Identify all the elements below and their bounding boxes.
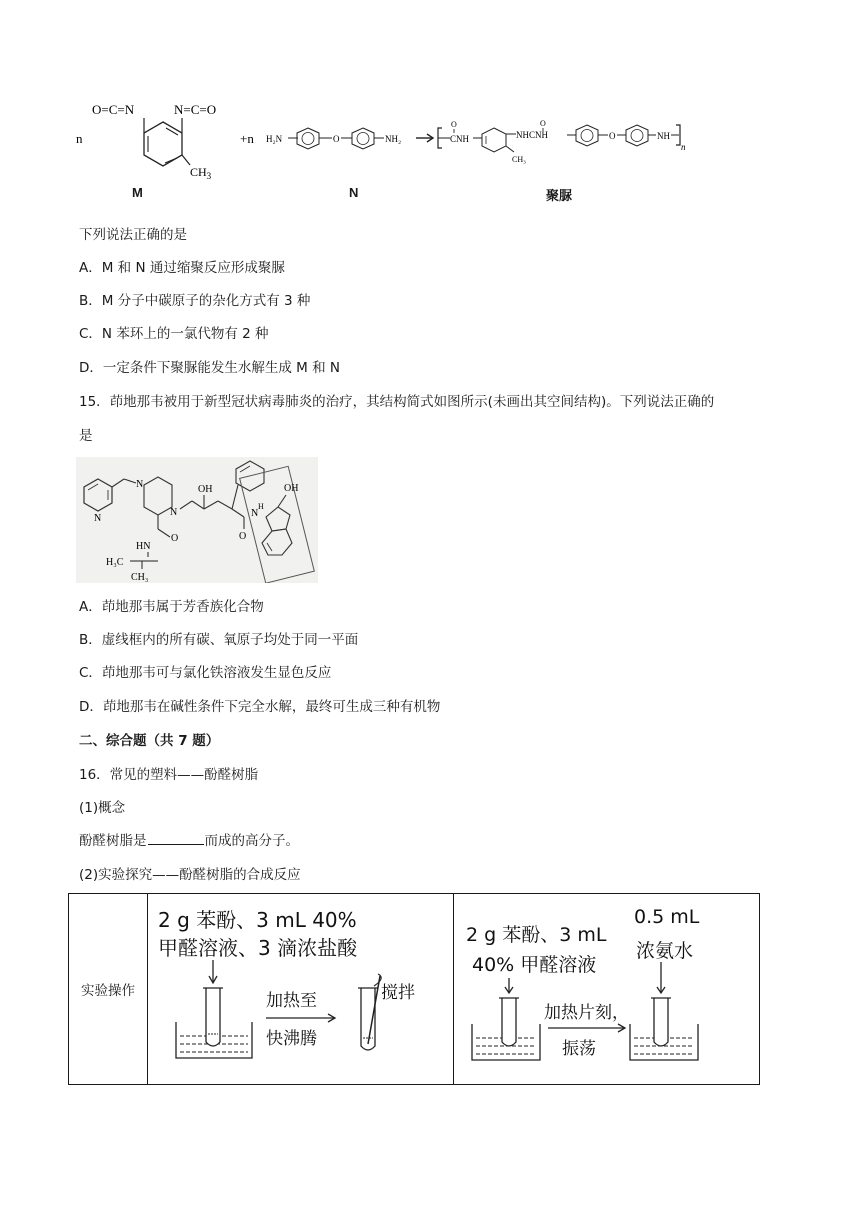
bond-chain4 xyxy=(218,501,232,509)
poly-co-o1: O xyxy=(451,120,457,129)
right-arrow-top: 加热片刻， xyxy=(544,1003,629,1023)
q15-option-d: D．茚地那韦在碱性条件下完全水解，最终可生成三种有机物 xyxy=(79,699,441,715)
q16-part1-before: 酚醛树脂是 xyxy=(79,833,147,849)
poly-nh1: CNH xyxy=(450,134,470,144)
indinavir-structure xyxy=(76,457,318,583)
bond-chain1 xyxy=(180,501,192,509)
n-left-amine: H₂N xyxy=(266,134,283,144)
q14-option-c: C．N 苯环上的一氯代物有 2 种 xyxy=(79,326,269,342)
q15-option-a: A．茚地那韦属于芳香族化合物 xyxy=(79,599,264,615)
poly-o: O xyxy=(609,131,616,141)
m-top-left: O=C=N xyxy=(92,102,135,117)
indanol-oh: OH xyxy=(284,483,299,494)
n-right-amine: NH₂ xyxy=(385,134,402,144)
right-arrow-bottom: 振荡 xyxy=(562,1039,596,1059)
q15-option-c: C．茚地那韦可与氯化铁溶液发生显色反应 xyxy=(79,665,332,681)
n-ring-2 xyxy=(352,128,374,149)
amide-o1: O xyxy=(171,533,179,544)
q15-option-b: B．虚线框内的所有碳、氧原子均处于同一平面 xyxy=(79,632,359,648)
n-ring-1 xyxy=(297,128,319,149)
q16-part1-title: (1)概念 xyxy=(79,800,126,816)
right-reagent2-line2: 浓氨水 xyxy=(636,940,694,962)
poly-nh2: NH xyxy=(657,131,670,141)
label-n: N xyxy=(349,185,359,200)
q16-part1-after: 而成的高分子。 xyxy=(204,833,299,849)
poly-ring-3-inner xyxy=(631,130,643,142)
label-m: M xyxy=(132,185,143,200)
bond-ch2-n xyxy=(124,479,136,483)
stir-motion-icon xyxy=(374,974,381,986)
coef-n: +n xyxy=(240,131,254,146)
poly-bond-methyl xyxy=(506,146,514,152)
poly-ring-2 xyxy=(576,125,598,146)
indanol-five-ring xyxy=(266,507,290,531)
q16-answer-blank[interactable] xyxy=(148,832,204,845)
bond-indanol-oh xyxy=(278,495,286,507)
poly-co-o2: O xyxy=(540,119,546,128)
label-poly: 聚脲 xyxy=(546,189,573,204)
poly-ring-2-inner xyxy=(581,130,593,142)
poly-methyl: CH₃ xyxy=(512,155,526,164)
q14-option-d: D．一定条件下聚脲能发生水解生成 M 和 N xyxy=(79,360,341,376)
reaction-scheme xyxy=(70,100,710,210)
experiment-right-cell xyxy=(454,894,760,1085)
bond-amide2 xyxy=(232,509,244,517)
left-arrow-top: 加热至 xyxy=(266,991,317,1011)
bond-ch2 xyxy=(112,479,124,487)
coef-m: n xyxy=(76,131,83,146)
pyridine-n: N xyxy=(94,513,102,524)
poly-mid: NHCNH xyxy=(516,130,549,140)
experiment-table xyxy=(68,893,760,1085)
left-reagent-line1: 2 g 苯酚、3 mL 40% xyxy=(158,908,357,932)
section2-title: 二、综合题（共 7 题） xyxy=(79,733,220,749)
poly-ring-3 xyxy=(626,125,648,146)
m-methyl: $CH_3$ xyxy=(190,165,212,181)
right-test-tube-1 xyxy=(502,998,516,1046)
right-reagent-line1: 2 g 苯酚、3 mL xyxy=(466,924,607,946)
bond-chain2 xyxy=(192,501,204,509)
m-top-right: N=C=O xyxy=(174,102,217,117)
right-test-tube-2 xyxy=(654,998,668,1046)
phenyl-inner xyxy=(240,466,250,472)
right-reagent-line2: 40% 甲醛溶液 xyxy=(472,954,597,976)
q15-stem-line2: 是 xyxy=(79,428,93,444)
piperazine-n2: N xyxy=(170,507,178,518)
amide2-n: N xyxy=(251,508,259,519)
poly-n: n xyxy=(681,142,686,152)
indanol-inner xyxy=(267,543,272,551)
left-reagent-line2: 甲醛溶液、3 滴浓盐酸 xyxy=(158,936,358,960)
n-ring-2-inner xyxy=(357,133,369,145)
indanol-benzene xyxy=(262,529,292,555)
piperazine-ring xyxy=(144,477,172,515)
bond-benzyl xyxy=(232,485,238,509)
dashed-box xyxy=(240,466,315,583)
pyridine-inner1 xyxy=(88,484,98,490)
amide-o2: O xyxy=(239,531,247,542)
chain-oh1: OH xyxy=(198,484,213,495)
left-arrow-bottom: 快沸腾 xyxy=(266,1029,317,1049)
m-ring-inner3 xyxy=(165,158,177,163)
bond-chain3 xyxy=(204,501,218,509)
q16-stem: 16．常见的塑料——酚醛树脂 xyxy=(79,767,259,783)
q15-stem-line1: 15．茚地那韦被用于新型冠状病毒肺炎的治疗，其结构简式如图所示(未画出其空间结构)。下列说法正确的 xyxy=(79,394,715,410)
q16-part2-title: (2)实验探究——酚醛树脂的合成反应 xyxy=(79,867,301,883)
experiment-row-header: 实验操作 xyxy=(69,894,148,1085)
experiment-row xyxy=(69,894,760,1085)
left-test-tube-1 xyxy=(206,988,220,1046)
indinavir-svg xyxy=(76,457,318,583)
tbu-left: H₃C xyxy=(106,557,124,568)
q16-part1-text xyxy=(79,832,299,850)
left-stir-label: 搅拌 xyxy=(381,983,415,1003)
experiment-left-cell xyxy=(148,894,454,1085)
q14-stem: 下列说法正确的是 xyxy=(79,227,187,243)
amide2-h: H xyxy=(258,502,264,511)
tbu-bottom: CH₃ xyxy=(131,572,149,583)
m-bond-methyl xyxy=(182,155,190,165)
n-ring-1-inner xyxy=(302,133,314,145)
piperazine-n1: N xyxy=(136,479,144,490)
left-apparatus-svg xyxy=(148,894,453,1084)
right-apparatus-svg xyxy=(454,894,759,1084)
bond-amide-c xyxy=(158,529,170,537)
q14-option-b: B．M 分子中碳原子的杂化方式有 3 种 xyxy=(79,293,311,309)
reaction-svg xyxy=(70,100,710,210)
right-reagent2-line1: 0.5 mL xyxy=(634,906,700,928)
m-benzene-ring xyxy=(144,122,182,166)
n-bridge-o: O xyxy=(333,134,340,144)
q14-option-a: A．M 和 N 通过缩聚反应形成聚脲 xyxy=(79,260,285,276)
amide-hn: HN xyxy=(136,541,151,552)
